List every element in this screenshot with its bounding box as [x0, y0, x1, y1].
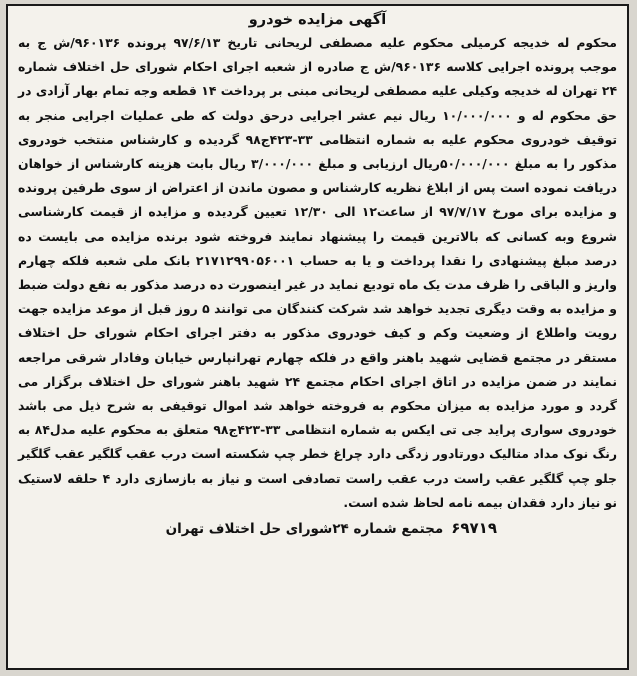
- notice-clipping: [6, 4, 629, 670]
- notice-title: آگهی مزایده خودرو: [248, 12, 387, 28]
- notice-body: محکوم له خدیجه کرمیلی محکوم علیه مصطفی لریحانی تاریخ ۹۷/۶/۱۳ پرونده ۹۶۰۱۳۶/ش ج به موجب پرونده اجرایی کلاسه ۹۶۰۱۳۶/ش ج صادره از شعبه اجرای احکام شورای حل اختلاف شماره ۲۴ تهران له خدیجه وکیلی علیه مصطفی لریحانی مبنی بر پرداخت ۱۴ قطعه وجه تمام بهار آزادی در حق محکوم له و ۱۰/۰۰۰/۰۰۰ ریال نیم عشر اجرایی درحق دولت که طی عملیات اجرایی منجر به توقیف خودروی محکوم علیه به شماره انتظامی ۳۳-۴۲۳ج۹۸ گردیده و کارشناس منتخب خودروی مذکور را به مبلغ ۵۰/۰۰۰/۰۰۰ریال ارزیابی و مبلغ ۳/۰۰۰/۰۰۰ ریال بابت هزینه کارشناس از خواهان دریافت نموده است پس از ابلاغ نظریه کارشناس و مصون ماندن از اعتراض از سوی طرفین پرونده و مزایده برای مورخ ۹۷/۷/۱۷ از ساعت۱۲ الی ۱۲/۳۰ تعیین گردیده و مزایده از قیمت کارشناسی شروع وبه کسانی که بالاترین قیمت را پیشنهاد نمایند فروخته شود برنده مزایده می بایست ده درصد مبلغ پیشنهادی را نقدا پرداخت و یا به حساب ۲۱۷۱۲۹۹۰۵۶۰۰۱ بانک ملی شعبه فلکه چهارم واریز و الباقی را ظرف مدت یک ماه تودیع نماید در غیر اینصورت ده درصد مذکور به نفع دولت ضبط و مزایده به وقت دیگری تجدید خواهد شد شرکت کنندگان می توانند ۵ روز قبل از موعد مزایده جهت رویت واطلاع از وضعیت وکم و کیف خودروی مذکور به دفتر اجرای احکام شورای حل اختلاف مستقر در مجتمع قضایی شهید باهنر واقع در فلکه چهارم تهرانپارس خیابان وفادار شرقی مراجعه نمایند در ضمن مزایده در اتاق اجرای احکام مجتمع ۲۴ شهید باهنر شورای حل اختلاف برگزار می گردد و مورد مزایده به میزان محکوم به فروخته خواهد شد اموال توقیفی به شرح ذیل می باشد خودروی سواری پراید جی تی ایکس به شماره انتظامی ۳۳-۴۲۳ج۹۸ متعلق به محکوم علیه مدل۸۴ به رنگ نوک مداد متالیک دورتادور زدگی دارد چراغ خطر چپ شکسته است درب عقب گلگیر عقب گلگیر جلو چپ گلگیر عقب راست درب عقب راست تصادفی است و نیاز به بازسازی دارد ۴ حلقه لاستیک نو نیاز دارد فقدان بیمه نامه لحاظ شده است.: [18, 35, 618, 510]
- notice-footer: [18, 517, 617, 540]
- notice-code: ۶۹۷۱۹: [451, 519, 497, 538]
- notice-issuer: مجتمع شماره ۲۴شورای حل اختلاف تهران: [165, 521, 444, 538]
